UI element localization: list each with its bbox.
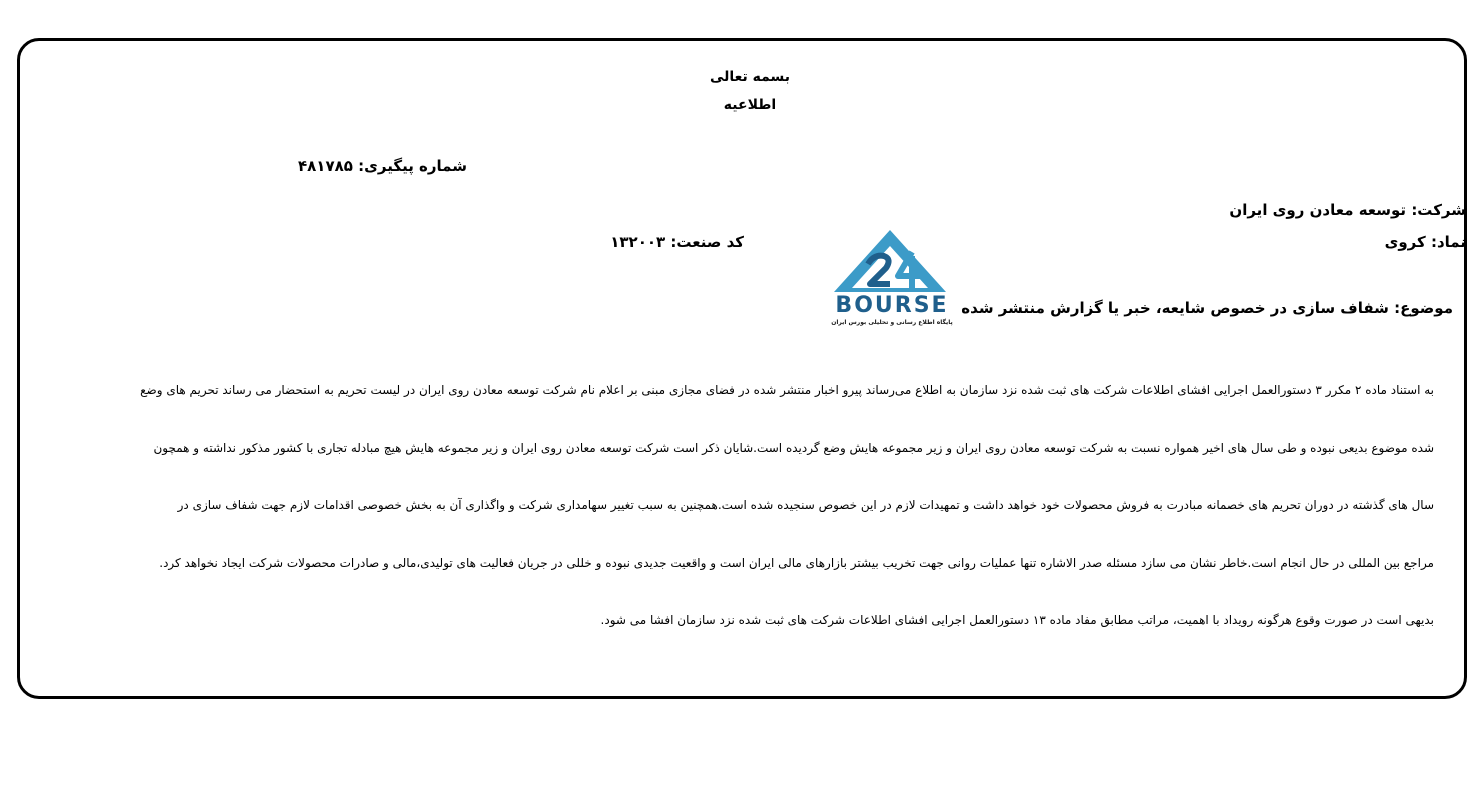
- subject-line: [961, 299, 1453, 317]
- bourse-logo: [828, 226, 956, 332]
- bourse-logo-mark: [828, 226, 956, 296]
- body-line: بدیهی است در صورت وقوع هرگونه رویداد با اهمیت، مراتب مطابق مفاد ماده ۱۳ دستورالعمل اجرایی افشای اطلاعات شرکت های ثبت شده نزد سازمان افشا می شود.: [600, 613, 1434, 627]
- body-line: شده موضوع بدیعی نبوده و طی سال های اخیر همواره نسبت به شرکت توسعه معادن روی ایران و زیر مجموعه هایش وضع گردیده است.شایان ذکر است شرکت توسعه معادن روی ایران و زیر مجموعه هایش هیچ مبادله تجاری با کشور مذکور نداشته و همچون: [153, 441, 1434, 455]
- company-label: شرکت:: [1411, 201, 1466, 219]
- basmala-heading: بسمه تعالی: [709, 69, 791, 85]
- logo-wordmark: BOURSE: [835, 293, 949, 318]
- announcement-frame: [17, 38, 1467, 699]
- subject-value: شفاف سازی در خصوص شایعه، خبر یا گزارش منتشر شده: [961, 299, 1389, 317]
- body-line: مراجع بین المللی در حال انجام است.خاطر نشان می سازد مسئله صدر الاشاره تنها عملیات روانی جهت تخریب بیشتر بازارهای مالی ایران است و واقعیت جدیدی نبوده و خللی در جریان فعالیت های تولیدی،مالی و صادرات محصولات شرکت ایجاد نخواهد کرد.: [159, 556, 1434, 570]
- tracking-label: شماره پیگیری:: [358, 157, 467, 175]
- company-line: [1229, 201, 1466, 219]
- industry-code-line: [610, 233, 744, 251]
- body-line: سال های گذشته در دوران تحریم های خصمانه مبادرت به فروش محصولات خود خواهد داشت و تمهیدات لازم در این خصوص سنجیده شده است.همچنین به سبب تغییر سهامداری شرکت و واگذاری آن به بخش خصوصی اقدامات لازم جهت شفاف سازی در: [177, 498, 1434, 512]
- symbol-value: کروی: [1384, 233, 1426, 251]
- symbol-label: نماد:: [1430, 233, 1466, 251]
- tracking-value: ۴۸۱۷۸۵: [297, 157, 353, 175]
- logo-caption: پایگاه اطلاع رسانی و تحلیلی بورس ایران: [831, 319, 953, 326]
- industry-code-label: کد صنعت:: [670, 233, 744, 251]
- announcement-title: اطلاعیه: [723, 97, 777, 113]
- symbol-line: [1385, 233, 1466, 251]
- body-line: به استناد ماده ۲ مکرر ۳ دستورالعمل اجرایی افشای اطلاعات شرکت های ثبت شده نزد سازمان به اطلاع می‌رساند پیرو اخبار منتشر شده در فضای مجازی مبنی بر اعلام نام شرکت توسعه معادن روی ایران در لیست تحریم به استحضار می رساند تحریم های وضع: [140, 383, 1434, 397]
- industry-code-value: ۱۳۲۰۰۳: [610, 233, 666, 251]
- tracking-number: [298, 157, 467, 175]
- company-value: توسعه معادن روی ایران: [1229, 201, 1407, 219]
- subject-label: موضوع:: [1394, 299, 1453, 317]
